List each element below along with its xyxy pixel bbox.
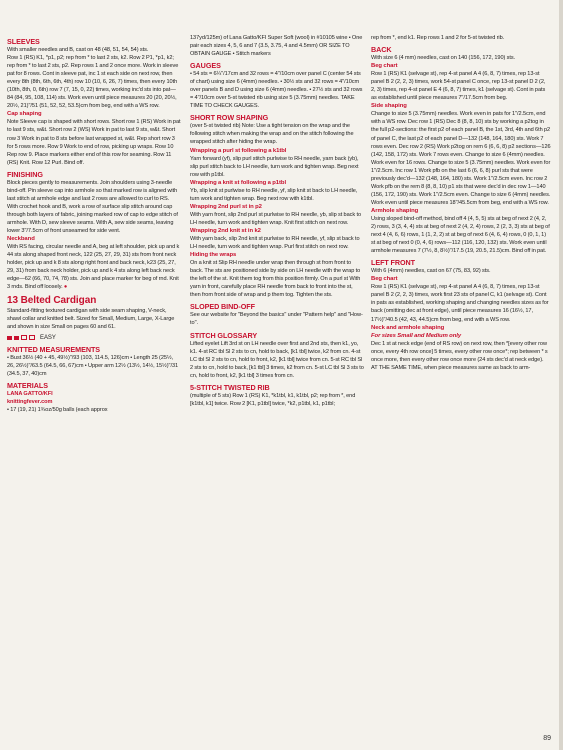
text-finishing: Block pieces gently to measurements. Join shoulders using 3-needle bind-off. Pin sleeve cap into armhole so that marked row is aligned with last stitch at armhole edge and last 2 rows are allowed to curl to RS. With crochet hook and B, work a row of surface slip stitch around cap through both layers of fabric, joining marked row of cap to edge stitch of armhole. With D, sew sleeve seams. With A, sew side seams, leaving lower 3"/7.5cm of front unseamed for side vent. — [7, 179, 178, 234]
skill-bar-empty-icon — [21, 335, 27, 340]
pattern-name: Belted Cardigan — [20, 295, 97, 307]
subheading-neck-armhole: Neck and armhole shaping — [371, 324, 445, 331]
materials-website-link[interactable]: knittingfever.com — [7, 398, 53, 405]
text-short-row-shaping: (over 5-st twisted rib) Note: Use a tight tension on the wrap and the following stitch when making the wrap and on the stitch following the wrapped stitch after hiding the wrap. — [190, 123, 354, 146]
text-sleeves-1: With smaller needles and B, cast on 48 (48, 51, 54, 54) sts. — [7, 47, 149, 53]
text-sloped-bind-off: See our website for "Beyond the basics" under "Pattern help" and "How-to". — [190, 312, 363, 327]
subheading-neckband: Neckband — [7, 236, 35, 243]
page-number: 89 — [543, 735, 551, 742]
subheading-beg-chart: Beg chart — [371, 63, 398, 70]
heading-knitted-measurements: KNITTED MEASUREMENTS — [7, 344, 101, 354]
heading-twisted-rib: 5-STITCH TWISTED RIB — [190, 382, 270, 392]
column-3 — [371, 34, 551, 372]
text-cap-shaping: Note Sleeve cap is shaped with short rows. Short row 1 (RS) Work in pat to last 9 sts, w&t. Short row 2 (WS) Work in pat to last 9 sts, w&t. Short row 3 Work in pat to 8 sts before last wrapped st, w&t. Rep short row 3 for 5 rows more. Row 9 Work to end of row, picking up wraps. Row 10 Rep row 9. Place markers either end of this row for seaming. Row 11 (RS) Knit. Row 12 Purl. Bind off. — [7, 119, 181, 166]
subheading-side-shaping: Side shaping — [371, 103, 407, 110]
heading-sleeves: SLEEVES — [7, 37, 40, 46]
page-edge-divider — [559, 0, 563, 750]
text-materials: • 17 (19, 21) 1¾oz/50g balls (each approx — [7, 406, 108, 413]
text-side-shaping: Change to size 5 (3.75mm) needles. Work even in pats for 1"/2.5cm, end with a WS row. Dec row 1 (RS) Dec 8 (8, 8, 10) sts by working a p2tog in the full p2-sections: the first p2 of each panel B, the 1st, 3rd, 4th and 6th p2 of panel C, the last p2 of each panel D—132 (148, 164, 180) sts. Work 7 rows even. Dec row 2 (RS) Work p2tog on rem 6 (6, 6, 8) p2 sections—126 (142, 158, 172) sts. Work 7 rows even. Change to size 6 (4mm) needles. Work even for 16 rows. Change to size 5 (3.75mm) needles. Work even for 1"/2.5cm. Inc row 1 Work pfb on the last 6 (6, 6, 8) purl sts that were previously dec'd—132 (148, 164, 180) sts. Work 1"/2.5cm even. Inc row 2 Work pfb on the rem 8 (8, 8, 10) p1 sts that were dec'd in dec row 1—140 (156, 172, 190) sts. Work 1"/2.5cm even. Change to size 6 (4mm) needles. Work even until piece measures 18"/45.5cm from beg, end with a WS row. — [371, 111, 551, 206]
text-pattern-description: Standard-fitting textured cardigan with side seam shaping, V-neck, shawl collar and knitted belt. Sized for Small, Medium, Large, X-Large and shown in size Small on pages 60 and 61. — [7, 308, 175, 331]
subheading-sizes-note: For sizes Small and Medium only — [371, 332, 462, 339]
text-twisted-rib-continued: rep from *, end k1. Rep rows 1 and 2 for 5-st twisted rib. — [371, 35, 505, 41]
subheading-wrap-p2: Wrapping 2nd purl st in p2 — [190, 203, 262, 210]
subheading-beg-chart-front: Beg chart — [371, 276, 398, 283]
text-back: With size 6 (4 mm) needles, cast on 140 (156, 172, 190) sts. — [371, 55, 516, 62]
subheading-wrap-purl: Wrapping a purl st following a k1tbl — [190, 147, 287, 154]
heading-stitch-glossary: STITCH GLOSSARY — [190, 330, 258, 340]
heading-gauges: GAUGES — [190, 61, 221, 71]
heading-left-front: LEFT FRONT — [371, 258, 416, 268]
text-neckband — [7, 243, 181, 291]
text-wrap-k2: With yarn back, slip 2nd knit st purlwise to RH needle, yf, slip st back to LH needle, turn work and tighten wrap. Purl first stitch on next row. — [190, 236, 360, 251]
subheading-wrap-knit: Wrapping a knit st following a p1tbl — [190, 179, 287, 186]
text-wrap-purl: Yarn forward (yf), slip purl stitch purlwise to RH needle, yarn back (yb), slip purl stitch back to LH needle, turn work and tighten wrap. Beg next row with p1tbl. — [190, 155, 359, 178]
subheading-wrap-k2: Wrapping 2nd knit st in k2 — [190, 227, 261, 234]
heading-short-row-shaping: SHORT ROW SHAPING — [190, 113, 269, 123]
text-neckband-body: With RS facing, circular needle and A, beg at left shoulder, pick up and k 44 sts along shaped front neck, 122 (25, 27, 29, 31) sts from front neck holder, pick up and k 8 sts along right front and back neck, k23 (25, 27, 29, 31) from back neck holder, pick up and k 4 sts along left back neck edge—62 (66, 70, 74, 78) sts. Join and place marker for beg of rnd. Knit 3 rnds. Bind off loosely. — [7, 244, 180, 291]
text-gauges: • 54 sts = 6¼"/17cm and 32 rows = 4"/10cm over panel C (center 54 sts of chart) using size 6 (4mm) needles. • 30½ sts and 32 rows = 4"/10cm over panels B and D using size 6 (4mm) needles. • 27½ sts and 32 rows = 4"/10cm over 5-st twisted rib using size 5 (3.75mm) needles. TAKE TIME TO CHECK GAUGES. — [190, 71, 363, 110]
heading-materials: MATERIALS — [7, 380, 48, 390]
text-neck-armhole: Dec 1 st at neck edge (end of RS row) on next row, then *[every other row once, every 4th row once] 5 times, every other row once*; rep between * s once more, then every other row once more (24 sts dec'd at neck edge). AT THE SAME TIME, when piece measures same as back to arm- — [371, 340, 548, 371]
text-wrap-p2: With yarn front, slip 2nd purl st purlwise to RH needle, yb, slip st back to LH needle, turn work and tighten wrap. Knit first stitch on next row. — [190, 211, 362, 226]
text-hiding-wraps: On a knit st Slip RH needle under wrap then through st from front to back. The sts are positioned side by side on LH needle with the wrap to the left of the st. Knit them tog from this position firmly. On a purl st With yarn in front, carefully place RH needle from back to front into the st, then from front side of wrap and p them tog. Tighten the sts. — [190, 260, 361, 299]
text-left-front: With 6 (4mm) needles, cast on 67 (75, 83, 92) sts. — [371, 268, 491, 275]
heading-sloped-bind-off: SLOPED BIND-OFF — [190, 302, 255, 312]
text-beg-chart: Row 1 (RS) K1 (selvage st), rep 4-st panel A 4 (6, 8, 7) times, rep 13-st panel B 2 (2, 2, 3) times, work 54-st panel C once, rep 13-st panel D 2 (2, 2, 3) times, rep 4-st panel E 4 (6, 8, 7) times, k1 (selvage st). Cont in pats as established until piece measures 7"/17.5cm from beg. — [371, 71, 546, 102]
skill-bar-empty-icon — [29, 335, 35, 340]
text-wrap-knit: Yb, slip knit st purlwise to RH needle, yf, slip knit st back to LH needle, turn work and tighten wrap. Beg next row with k1tbl. — [190, 187, 358, 202]
column-1 — [7, 34, 181, 414]
column-2 — [190, 34, 364, 408]
text-armhole-shaping: Using sloped bind-off method, bind off 4 (4, 5, 5) sts at beg of next 2 (4, 2, 2) rows, 3 (3, 4, 4) sts at beg of next 2 (4, 2, 4) rows, 2 (2, 3, 3) sts at beg of next 4 (4, 6, 6) rows, 1 (1, 2, 2) st at beg of next 6 (4, 6, 4) rows, 0 (0, 1, 1) st at beg of next 0 (0, 4, 6) rows—112 (116, 120, 132) sts. Work even until armhole measures 7 (7½, 8, 8½)"/17.5 (19, 20.5, 21.5)cm. Bind off in pat. — [371, 215, 550, 255]
pattern-title — [7, 294, 181, 307]
heading-back: BACK — [371, 45, 392, 55]
pattern-number: 13 — [7, 295, 19, 307]
subheading-armhole-shaping: Armhole shaping — [371, 207, 419, 214]
skill-bar-filled-icon — [14, 336, 19, 340]
skill-level — [7, 334, 181, 342]
text-stitch-glossary: Lifted eyelet Lift 3rd st on LH needle over first and 2nd sts, then k1, yo, k1. 4-st RC tbl Sl 2 sts to cn, hold to back, [k1 tbl] twice, k2 from cn. 4-st LC tbl Sl 2 sts to cn, hold to front, k2, [k1 tbl] twice from cn. 5-st RC tbl Sl 2 sts to cn, hold to back, [k1 tbl] 3 times, k2 from cn. 5-st LC tbl Sl 3 sts to cn, hold to front, k2, [k1 tbl] 3 times from cn. — [190, 340, 364, 379]
text-materials-continued: 137yd/125m) of Lana Gatto/KFI Super Soft (wool) in #10105 wine • One pair each sizes 4, 5, 6 and 7 (3.5, 3.75, 4 and 4.5mm) OR SIZE TO OBTAIN GAUGE • Stitch markers — [190, 35, 363, 58]
subheading-cap-shaping: Cap shaping — [7, 111, 42, 118]
end-dot-icon: ● — [63, 284, 68, 291]
subheading-hiding-wraps: Hiding the wraps — [190, 252, 237, 259]
text-sleeves-2: Row 1 (RS) K1, *p1, p2; rep from * to last 2 sts, k2. Row 2 P1, *p1, k2; rep from * to last 2 sts, p2. Rep rows 1 and 2 once more. Work in sleeve pat for 8 rows. Cont in sleeve pat, inc 1 st each side on next row, then every 8th (8th, 6th, 6th, 4th) row 10 (10, 6, 26, 7) times, then every 10th (10th, 8th, 0, 6th) row 7 (7, 15, 0, 22) times, working inc'd sts into pat—84 (84, 95, 108, 114) sts. Work even until piece measures 20 (20, 20½, 20½, 21)"/51 (51, 52, 52, 53.5)cm from beg, end with a WS row. — [7, 55, 179, 110]
text-twisted-rib: (multiple of 5 sts) Row 1 (RS) K1, *k1tbl, k1, k1tbl, p2; rep from *, end [k1tbl, k1] twice. Row 2 [K1, p1tbl] twice, *k2, p1tbl, k1, p1tbl; — [190, 392, 356, 407]
text-knitted-measurements: • Bust 36½ (40 + 45, 49½)"/93 (103, 114.5, 126)cm • Length 25 (25½, 26, 26½)"/63.5 (64.5, 66, 67)cm • Upper arm 12½ (13½, 14½, 15½)"/31 (34.5, 37, 40)cm — [7, 354, 179, 377]
text-beg-chart-front: Row 1 (RS) K1 (selvage st), rep 4-st panel A 4 (6, 8, 7) times, rep 13-st panel B 2 (2, 2, 3) times, work first 23 sts of panel C, k1 (selvage st). Cont in pats as established, working shaping and changing needles sizes as for back (omitting dec at front edge), until piece measures 16 (16½, 17, 17½)"/40.5 (42, 43, 44.5)cm from beg, end with a WS row. — [371, 284, 549, 323]
skill-bar-filled-icon — [7, 336, 12, 340]
skill-label: EASY — [40, 334, 56, 341]
heading-finishing: FINISHING — [7, 169, 43, 179]
materials-brand: LANA GATTO/KFI — [7, 390, 53, 397]
